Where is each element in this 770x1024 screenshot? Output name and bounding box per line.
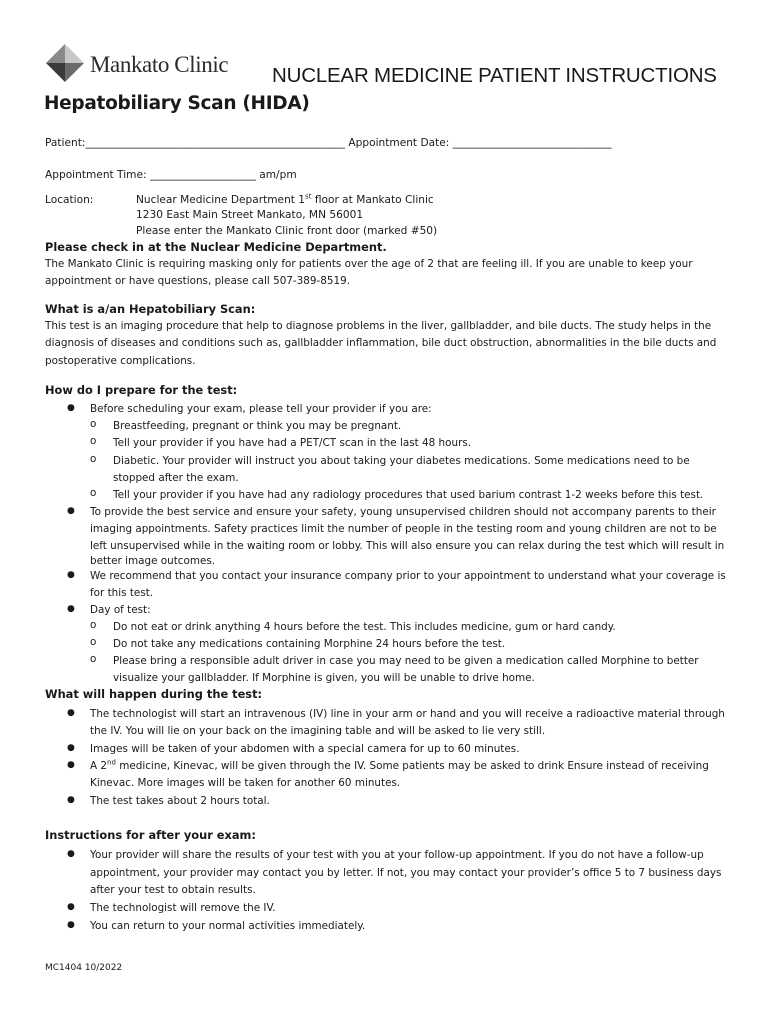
bullet-icon: ●	[67, 795, 75, 805]
list-item: The technologist will start an intravenous (IV) line in your arm or hand and you will receive a radioactive material through	[90, 708, 725, 720]
list-item-text: A 2	[90, 760, 108, 772]
list-item: The technologist will remove the IV.	[90, 902, 276, 914]
scan-title: Hepatobiliary Scan (HIDA)	[44, 93, 310, 114]
checkin-text: The Mankato Clinic is requiring masking only for patients over the age of 2 that are feeling ill. If you are unable to keep your appointment or have questions, please call 507-389-8519.	[45, 258, 693, 288]
list-item-continued: visualize your gallbladder. If Morphine is given, you will be unable to drive home.	[113, 672, 535, 684]
sub-bullet-icon: o	[90, 653, 97, 665]
list-item: You can return to your normal activities immediately.	[90, 920, 366, 932]
sub-bullet-icon: o	[90, 487, 97, 499]
list-item: Breastfeeding, pregnant or think you may be pregnant.	[113, 420, 402, 432]
logo-text: Mankato Clinic	[90, 52, 229, 77]
bullet-icon: ●	[67, 902, 75, 912]
bullet-icon: ●	[67, 506, 75, 516]
appointment-time-blank[interactable]: ____________________	[149, 169, 256, 181]
after-heading: Instructions for after your exam:	[45, 828, 256, 842]
bullet-icon: ●	[67, 604, 75, 614]
list-item: Tell your provider if you have had a PET/CT scan in the last 48 hours.	[113, 437, 472, 449]
mankato-clinic-logo	[44, 42, 244, 86]
list-item: Tell your provider if you have had any radiology procedures that used barium contrast 1-2 weeks before this test.	[113, 489, 704, 501]
list-item	[90, 758, 709, 775]
sub-bullet-icon: o	[90, 418, 97, 430]
patient-blank[interactable]: _________________________________________________	[85, 137, 346, 149]
during-heading: What will happen during the test:	[45, 687, 263, 701]
list-item-continued: Kinevac. More images will be taken for another 60 minutes.	[90, 777, 401, 789]
bullet-icon: ●	[67, 403, 75, 413]
appointment-date-blank[interactable]: ______________________________	[452, 137, 612, 149]
list-item-continued: for this test.	[90, 587, 154, 599]
document-title: NUCLEAR MEDICINE PATIENT INSTRUCTIONS	[272, 64, 717, 87]
list-item: Your provider will share the results of your test with you at your follow-up appointment. If you do not have a follow-up	[90, 849, 704, 861]
bullet-icon: ●	[67, 920, 75, 930]
list-item-text-rest: medicine, Kinevac, will be given through the IV. Some patients may be asked to drink Ensure instead of receiving	[115, 760, 709, 772]
sub-bullet-icon: o	[90, 453, 97, 465]
location-line-1-sup: st	[305, 192, 312, 201]
list-item: Do not eat or drink anything 4 hours before the test. This includes medicine, gum or hard candy.	[113, 621, 616, 633]
bullet-icon: ●	[67, 570, 75, 580]
list-item: Images will be taken of your abdomen with a special camera for up to 60 minutes.	[90, 743, 520, 755]
appointment-time-field[interactable]	[45, 168, 297, 182]
list-item: To provide the best service and ensure your safety, young unsupervised children should not accompany parents to their	[90, 506, 716, 518]
location-label: Location:	[45, 194, 94, 206]
what-is-heading: What is a/an Hepatobiliary Scan:	[45, 302, 256, 316]
patient-label: Patient:	[45, 137, 86, 149]
location-line-1-rest: floor at Mankato Clinic	[311, 194, 434, 206]
list-item-continued: better image outcomes.	[90, 555, 216, 567]
location-line-1-text: Nuclear Medicine Department 1	[136, 194, 306, 206]
sub-bullet-icon: o	[90, 636, 97, 648]
bullet-icon: ●	[67, 849, 75, 859]
bullet-icon: ●	[67, 743, 75, 753]
list-item: We recommend that you contact your insurance company prior to your appointment to understand what your coverage is	[90, 570, 726, 582]
bullet-icon: ●	[67, 708, 75, 718]
list-item-continued: appointment, your provider may contact you by letter. If not, you may contact your provider’s office 5 to 7 business days	[90, 867, 722, 879]
ordinal-sup: nd	[107, 758, 116, 767]
form-code-footer: MC1404 10/2022	[45, 963, 123, 973]
list-item: Please bring a responsible adult driver in case you may need to be given a medication called Morphine to better	[113, 655, 699, 667]
appointment-date-label: Appointment Date:	[348, 137, 450, 149]
list-item: Do not take any medications containing Morphine 24 hours before the test.	[113, 638, 506, 650]
location-line-2: 1230 East Main Street Mankato, MN 56001	[136, 209, 364, 221]
list-item-continued: left unsupervised while in the waiting room or lobby. This will also ensure you can relax during the test which will result in	[90, 540, 725, 552]
sub-bullet-icon: o	[90, 619, 97, 631]
checkin-heading: Please check in at the Nuclear Medicine Department.	[45, 240, 387, 254]
list-item: Before scheduling your exam, please tell your provider if you are:	[90, 403, 432, 415]
bullet-icon: ●	[67, 760, 75, 770]
prepare-heading: How do I prepare for the test:	[45, 383, 238, 397]
appointment-time-label: Appointment Time:	[45, 169, 147, 181]
location-line-1	[136, 193, 434, 207]
sub-bullet-icon: o	[90, 435, 97, 447]
list-item: The test takes about 2 hours total.	[90, 795, 270, 807]
location-line-3: Please enter the Mankato Clinic front door (marked #50)	[136, 225, 438, 237]
appointment-time-suffix: am/pm	[259, 169, 297, 181]
logo-mark-icon	[44, 42, 86, 84]
list-item: Day of test:	[90, 604, 151, 616]
list-item: Diabetic. Your provider will instruct you about taking your diabetes medications. Some medications need to be	[113, 455, 690, 467]
list-item-continued: imaging appointments. Safety practices limit the number of people in the testing room and young children are not to be	[90, 523, 717, 535]
what-is-text: This test is an imaging procedure that help to diagnose problems in the liver, gallbladder, and bile ducts. The study helps in the diagnosis of diseases and conditions such as, gallbladder inflammation, bile duct obstruction, abnormalities in the bile ducts and postoperative complications.	[45, 320, 717, 367]
list-item-continued: after your test to obtain results.	[90, 884, 256, 896]
patient-field[interactable]	[45, 136, 612, 150]
list-item-continued: stopped after the exam.	[113, 472, 239, 484]
list-item-continued: the IV. You will lie on your back on the imagining table and will be asked to lie very still.	[90, 725, 546, 737]
